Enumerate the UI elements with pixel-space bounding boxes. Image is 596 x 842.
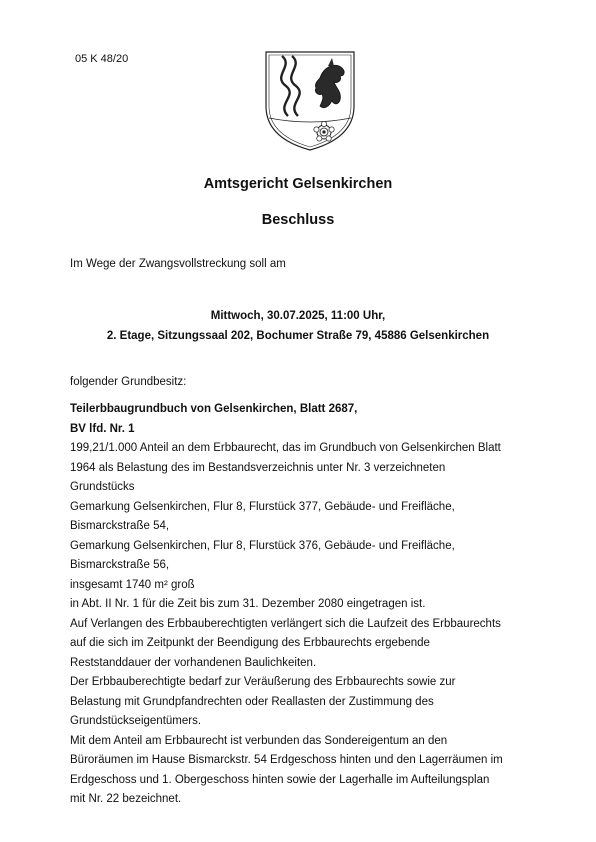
text-line: 199,21/1.000 Anteil an dem Erbbaurecht, das im Grundbuch von Gelsenkirchen Blatt (70, 442, 501, 454)
nrw-coat-of-arms-icon (262, 48, 358, 154)
property-lead: folgender Grundbesitz: (70, 376, 187, 388)
text-line: Grundstücks (70, 481, 135, 493)
court-name: Amtsgericht Gelsenkirchen (203, 176, 393, 192)
land-register-heading: Teilerbbaugrundbuch von Gelsenkirchen, Blatt 2687, (70, 403, 358, 415)
property-description (70, 400, 540, 810)
text-line: 1964 als Belastung des im Bestandsverzeichnis unter Nr. 3 verzeichneten (70, 461, 446, 474)
text-line: Erdgeschoss und 1. Obergeschoss hinten sowie der Lagerhalle im Aufteilungsplan (70, 773, 490, 786)
text-line: Mit dem Anteil am Erbbaurecht ist verbunden das Sondereigentum an den (70, 734, 448, 747)
hearing-venue: 2. Etage, Sitzungssaal 202, Bochumer Straße 79, 45886 Gelsenkirchen (106, 330, 490, 342)
text-line: Auf Verlangen des Erbbauberechtigten verlängert sich die Laufzeit des Erbbaurechts (70, 617, 501, 630)
text-line: Gemarkung Gelsenkirchen, Flur 8, Flurstück 377, Gebäude- und Freifläche, (70, 500, 455, 513)
text-line: Der Erbbauberechtigte bedarf zur Veräußerung des Erbbaurechts sowie zur (70, 676, 456, 688)
text-line: Büroräumen im Hause Bismarckstr. 54 Erdgeschoss hinten und den Lagerräumen im (70, 754, 503, 766)
file-reference: 05 K 48/20 (75, 53, 129, 65)
document-title: Beschluss (261, 212, 335, 228)
text-line: Bismarckstraße 56, (70, 559, 170, 571)
text-line: Belastung mit Grundpfandrechten oder Reallasten der Zustimmung des (70, 695, 434, 708)
text-line: Bismarckstraße 54, (70, 520, 170, 532)
inventory-number: BV lfd. Nr. 1 (70, 422, 135, 435)
text-line: mit Nr. 22 bezeichnet. (70, 793, 182, 805)
text-line: insgesamt 1740 m² groß (70, 578, 195, 591)
text-line: auf die sich im Zeitpunkt der Beendigung des Erbbaurechts ergebende (70, 637, 430, 649)
text-line: Reststanddauer der vorhandenen Baulichkeiten. (70, 656, 317, 669)
intro-text: Im Wege der Zwangsvollstreckung soll am (70, 258, 286, 270)
text-line: in Abt. II Nr. 1 für die Zeit bis zum 31. Dezember 2080 eingetragen ist. (70, 598, 426, 610)
hearing-date: Mittwoch, 30.07.2025, 11:00 Uhr, (210, 310, 386, 322)
text-line: Grundstückseigentümers. (70, 715, 202, 727)
text-line: Gemarkung Gelsenkirchen, Flur 8, Flurstück 376, Gebäude- und Freifläche, (70, 539, 455, 552)
